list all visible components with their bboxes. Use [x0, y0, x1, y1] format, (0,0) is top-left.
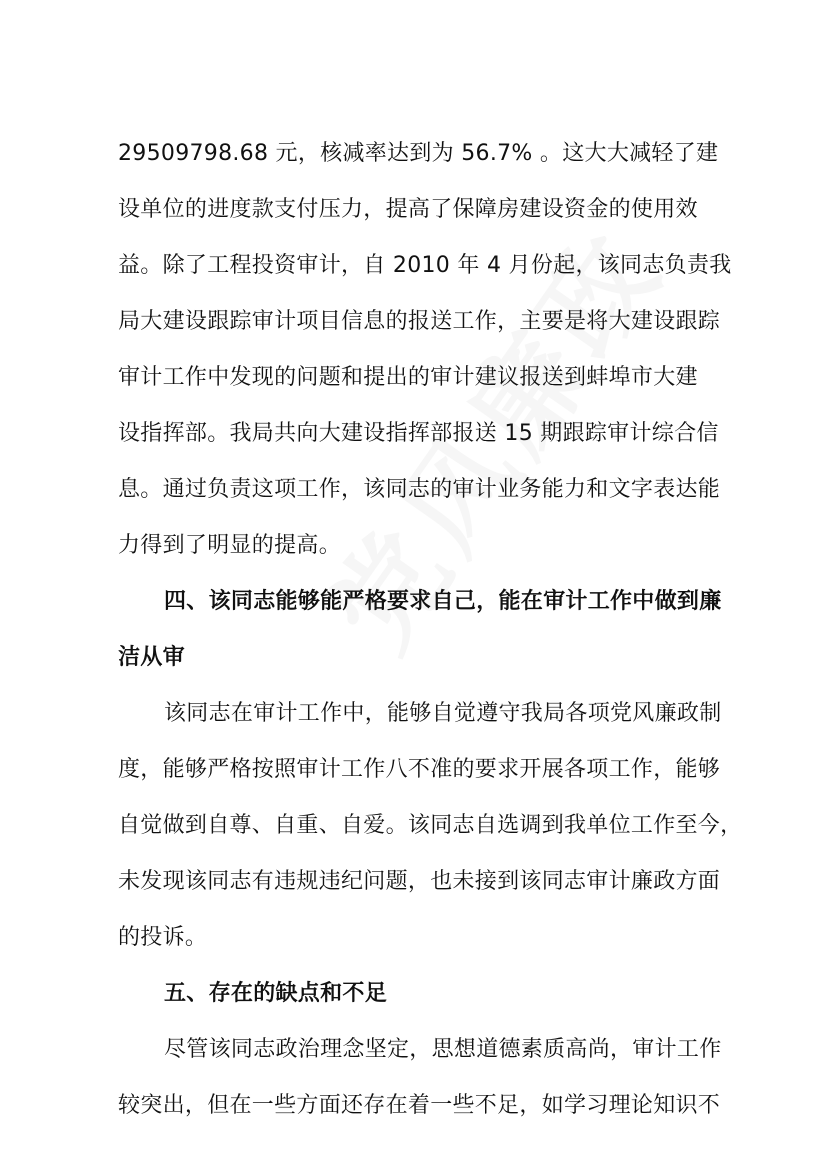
paragraph-line: 设单位的进度款支付压力，提高了保障房建设资金的使用效 — [118, 197, 698, 222]
document-body — [118, 126, 743, 1134]
paragraph-line: 29509798.68 元，核减率达到为 56.7% 。这大大减轻了建 — [118, 141, 719, 166]
paragraph-line: 该同志在审计工作中，能够自觉遵守我局各项党风廉政制 — [164, 701, 722, 726]
paragraph-line: 力得到了明显的提高。 — [118, 533, 342, 558]
paragraph-line: 较突出，但在一些方面还存在着一些不足，如学习理论知识不 — [118, 1093, 721, 1118]
paragraph-line: 设指挥部。我局共向大建设指挥部报送 15 期跟踪审计综合信 — [118, 421, 719, 446]
paragraph-line: 息。通过负责这项工作，该同志的审计业务能力和文字表达能 — [118, 477, 721, 502]
paragraph-line: 局大建设跟踪审计项目信息的报送工作，主要是将大建设跟踪 — [118, 309, 721, 334]
section-heading-4-continued: 洁从审 — [118, 645, 185, 670]
paragraph-line: 未发现该同志有违规违纪问题，也未接到该同志审计廉政方面 — [118, 869, 721, 894]
paragraph-line: 尽管该同志政治理念坚定，思想道德素质高尚，审计工作 — [164, 1037, 722, 1062]
paragraph-line: 度，能够严格按照审计工作八不准的要求开展各项工作，能够 — [118, 757, 721, 782]
paragraph-line: 的投诉。 — [118, 925, 208, 950]
paragraph-line: 益。除了工程投资审计，自 2010 年 4 月份起，该同志负责我 — [118, 253, 732, 278]
paragraph-line: 自觉做到自尊、自重、自爱。该同志自选调到我单位工作至今， — [118, 813, 743, 838]
section-heading-5: 五、存在的缺点和不足 — [164, 981, 388, 1006]
paragraph-line: 审计工作中发现的问题和提出的审计建议报送到蚌埠市大建 — [118, 365, 698, 390]
section-heading-4: 四、该同志能够能严格要求自己，能在审计工作中做到廉 — [164, 589, 722, 614]
